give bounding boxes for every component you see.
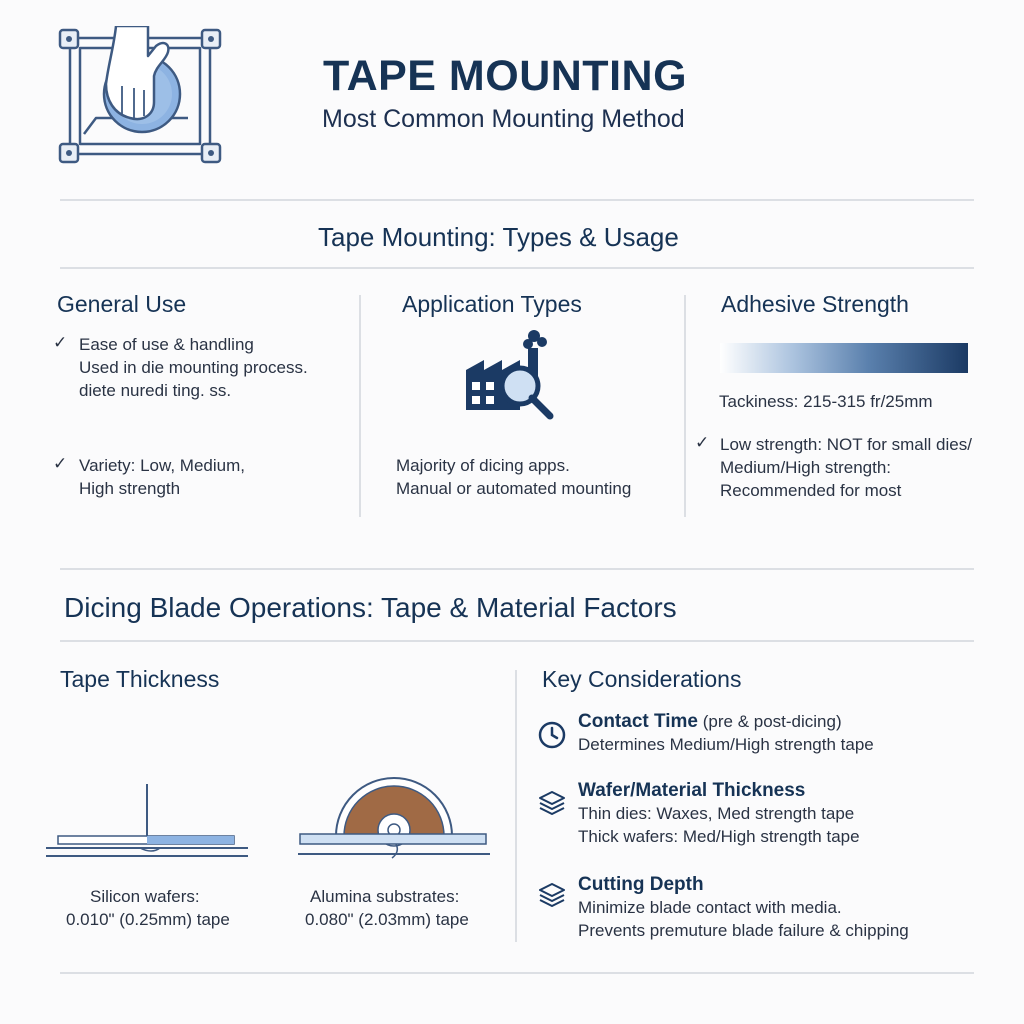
silicon-wafer-caption xyxy=(66,885,230,931)
layers-icon xyxy=(537,788,567,818)
column-divider xyxy=(515,670,517,942)
text-line: Medium/High strength: xyxy=(720,458,892,477)
factory-search-icon xyxy=(462,328,558,420)
text-line: Thick wafers: Med/High strength tape xyxy=(578,827,860,846)
divider xyxy=(60,199,974,201)
text-line: Ease of use & handling xyxy=(79,335,254,354)
consideration-title: Contact Time xyxy=(578,711,699,732)
text-line: Manual or automated mounting xyxy=(396,479,632,498)
general-use-item xyxy=(79,333,308,402)
consideration-wafer-thickness xyxy=(578,780,860,848)
text-line: 0.010" (0.25mm) tape xyxy=(66,910,230,929)
text-line: Recommended for most xyxy=(720,481,902,500)
adhesive-strength-gradient-bar xyxy=(720,343,968,373)
clock-icon xyxy=(537,720,567,750)
alumina-substrate-blade-diagram xyxy=(296,760,492,860)
text-line: Low strength: NOT for small dies/ xyxy=(720,435,972,454)
consideration-title: Wafer/Material Thickness xyxy=(578,780,806,801)
section-title-dicing-blade: Dicing Blade Operations: Tape & Material Factors xyxy=(64,592,677,623)
column-divider xyxy=(684,295,686,517)
check-icon: ✓ xyxy=(53,454,68,473)
adhesive-strength-heading: Adhesive Strength xyxy=(721,291,909,317)
divider xyxy=(60,568,974,570)
text-line: Thin dies: Waxes, Med strength tape xyxy=(578,804,855,823)
text-line: Used in die mounting process. xyxy=(79,358,308,377)
column-divider xyxy=(359,295,361,517)
general-use-heading: General Use xyxy=(57,291,187,317)
consideration-contact-time xyxy=(578,711,874,756)
tape-frame-hand-icon xyxy=(56,26,226,166)
key-considerations-heading: Key Considerations xyxy=(542,666,742,692)
layers-icon xyxy=(537,880,567,910)
text-line: diete nuredi ting. ss. xyxy=(79,381,232,400)
check-icon: ✓ xyxy=(695,433,710,452)
text-line: Prevents premuture blade failure & chipping xyxy=(578,921,909,940)
application-types-text xyxy=(396,454,631,500)
text-line: Determines Medium/High strength tape xyxy=(578,735,874,754)
tape-thickness-heading: Tape Thickness xyxy=(60,666,220,692)
text-line: Minimize blade contact with media. xyxy=(578,898,842,917)
page-title: TAPE MOUNTING xyxy=(323,52,688,100)
text-line: Variety: Low, Medium, xyxy=(79,456,245,475)
consideration-title: Cutting Depth xyxy=(578,874,704,895)
tackiness-value: Tackiness: 215-315 fr/25mm xyxy=(719,392,933,411)
application-types-heading: Application Types xyxy=(402,291,582,317)
divider xyxy=(60,640,974,642)
adhesive-strength-notes xyxy=(720,433,972,502)
text-line: Silicon wafers: xyxy=(90,887,200,906)
text-line: 0.080" (2.03mm) tape xyxy=(305,910,469,929)
divider xyxy=(60,972,974,974)
text-line: Majority of dicing apps. xyxy=(396,456,570,475)
silicon-wafer-tape-diagram xyxy=(44,782,250,862)
section-title-types-usage: Tape Mounting: Types & Usage xyxy=(318,222,679,252)
check-icon: ✓ xyxy=(53,333,68,352)
page-subtitle: Most Common Mounting Method xyxy=(322,105,685,133)
alumina-substrate-caption xyxy=(305,885,469,931)
general-use-item xyxy=(79,454,245,500)
consideration-cutting-depth xyxy=(578,874,909,942)
text-line: High strength xyxy=(79,479,181,498)
divider xyxy=(60,267,974,269)
consideration-note: (pre & post-dicing) xyxy=(698,712,842,731)
text-line: Alumina substrates: xyxy=(310,887,460,906)
